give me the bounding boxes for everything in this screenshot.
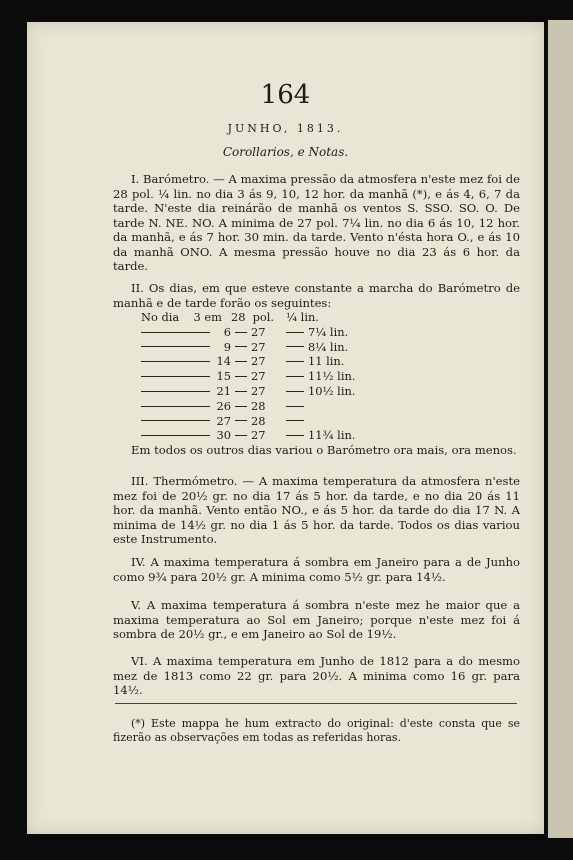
pol-cell [231, 384, 286, 399]
day-cell [141, 399, 231, 414]
pol-cell [231, 369, 286, 384]
day-cell [141, 340, 231, 355]
lin-label: lin. [300, 310, 319, 324]
lin-cell [286, 384, 366, 399]
day-value: 6 [223, 324, 231, 339]
paragraph-barometro [113, 172, 520, 274]
day-cell [141, 354, 231, 369]
day-cell [141, 369, 231, 384]
pol-value: 27 [251, 428, 266, 443]
table-row [141, 414, 366, 429]
next-page-edge [548, 20, 573, 838]
lin-cell [286, 340, 366, 355]
pol-cell [231, 414, 286, 429]
day-value: 3 [193, 310, 201, 324]
pol-value: 27 [251, 339, 266, 354]
barometer-table [141, 310, 366, 443]
pol-value: 27 [251, 324, 266, 339]
lin-value: 10½ [308, 383, 334, 398]
pol-cell [231, 310, 286, 325]
pol-value: 27 [251, 369, 266, 384]
lin-cell [286, 369, 366, 384]
lin-cell [286, 325, 366, 340]
day-cell [141, 325, 231, 340]
paragraph-thermometro [113, 474, 520, 547]
lin-label: lin. [326, 354, 345, 369]
lin-label: lin. [337, 369, 356, 384]
lin-label: lin. [337, 428, 356, 443]
paragraph-other-days [113, 443, 520, 458]
table-row [141, 399, 366, 414]
footnote-rule [115, 703, 517, 704]
paragraph-vi [113, 654, 520, 698]
pol-value: 27 [251, 354, 266, 369]
day-cell [141, 310, 231, 325]
footnote: (*) Este mappa he hum extracto do original: d'este consta que se fizerão as observações em todas as referidas horas. [113, 717, 520, 744]
paragraph-text: IV. A maxima temperatura á sombra em Janeiro para a de Junho como 9¾ para 20½ gr. A minima como 5½ gr. para 14½. [113, 555, 520, 584]
lin-value: 11¾ [308, 428, 334, 443]
pol-cell [231, 340, 286, 355]
day-value: 27 [216, 413, 231, 428]
paragraph-v [113, 598, 520, 642]
lin-cell [286, 310, 366, 325]
table-row [141, 340, 366, 355]
paragraph-iv [113, 555, 520, 584]
pol-cell [231, 354, 286, 369]
paragraph-text: V. A maxima temperatura á sombra n'este mez he maior que a maxima temperatura ao Sol em Janeiro; porque n'este mez foi á sombra de 20½ gr., e em Janeiro ao Sol de 19½. [113, 598, 520, 641]
pol-cell [231, 325, 286, 340]
day-cell [141, 428, 231, 443]
lin-value: 11 [308, 354, 323, 369]
lin-cell [286, 428, 366, 443]
paragraph-text: II. Os dias, em que esteve constante a marcha do Barómetro de manhã e de tarde forão os seguintes: [113, 281, 520, 310]
day-cell [141, 414, 231, 429]
row-prefix: No dia [141, 310, 180, 324]
day-value: 26 [216, 398, 231, 413]
pol-cell [231, 399, 286, 414]
paragraph-text: III. Thermómetro. — A maxima temperatura da atmosfera n'este mez foi de 20½ gr. no dia 17 ás 5 hor. da tarde, e no dia 20 ás 11 hor. da manhã. Vento então NO., e ás 5 hor. da tarde do dia 17 N. A minima de 14½ gr. no dia 1 ás 5 hor. da tarde. Todos os dias variou este Instrumento. [113, 474, 520, 546]
lin-cell [286, 399, 366, 414]
section-subtitle: Corollarios, e Notas. [222, 145, 349, 159]
day-cell [141, 384, 231, 399]
lin-label: lin. [337, 383, 356, 398]
running-header: JUNHO, 1813. [227, 122, 344, 135]
page-number: 164 [260, 80, 311, 110]
day-value: 21 [216, 383, 231, 398]
day-value: 30 [216, 428, 231, 443]
lin-value: 8¼ [308, 339, 327, 354]
pol-unit: pol. [252, 310, 275, 324]
table-row [141, 310, 366, 325]
pol-cell [231, 428, 286, 443]
table-row [141, 428, 366, 443]
lin-value: 7¼ [308, 324, 327, 339]
lin-label: lin. [329, 339, 349, 354]
pol-value: 28 [251, 398, 266, 413]
lin-label: lin. [329, 324, 349, 339]
table-row [141, 354, 366, 369]
paragraph-text: Em todos os outros dias variou o Barómetro ora mais, ora menos. [131, 443, 517, 457]
pol-value: 28 [251, 413, 266, 428]
table-row [141, 384, 366, 399]
table-row [141, 325, 366, 340]
table-row [141, 369, 366, 384]
row-mid: em [204, 310, 222, 324]
day-value: 14 [216, 354, 231, 369]
lin-cell [286, 354, 366, 369]
day-value: 15 [216, 369, 231, 384]
pol-value: 27 [251, 383, 266, 398]
lin-value: 11½ [308, 369, 334, 384]
pol-value: 28 [231, 310, 246, 324]
paragraph-text: VI. A maxima temperatura em Junho de 1812 para a do mesmo mez de 1813 como 22 gr. para 20½. A minima como 16 gr. para 14½. [113, 654, 520, 697]
lin-value: ¼ [286, 310, 298, 324]
paragraph-text: I. Barómetro. — A maxima pressão da atmosfera n'este mez foi de 28 pol. ¼ lin. no dia 3 ás 9, 10, 12 hor. da manhã (*), e ás 4, 6, 7 da tarde. N'este dia reinárão de manhã os ventos S. SSO. SO. O. De tarde N. NE. NO. A minima de 27 pol. 7¼ lin. no dia 6 ás 10, 12 hor. da manhã, e ás 7 hor. 30 min. da tarde. Vento n'ésta hora O., e ás 10 da manhã ONO. A mesma pressão houve no dia 23 ás 6 hor. da tarde. [113, 172, 520, 273]
lin-cell [286, 414, 366, 429]
day-value: 9 [223, 339, 231, 354]
paragraph-constant-days [113, 281, 520, 310]
